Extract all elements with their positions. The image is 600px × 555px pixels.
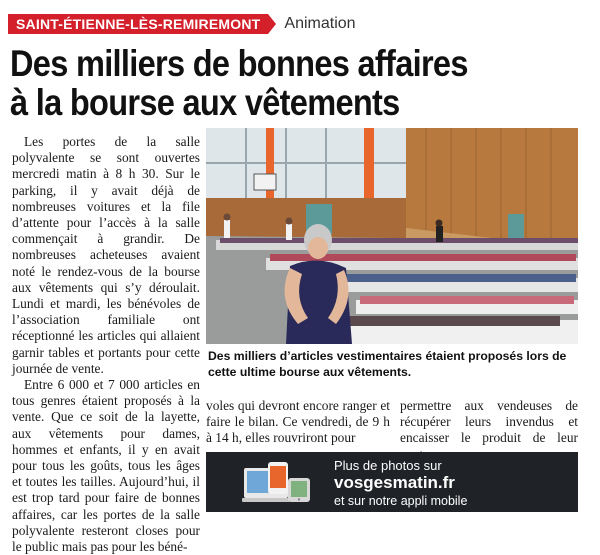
paragraph-4: permettre aux vendeuses de récupérer leurs invendus et encaisser le produit de leur <box>400 398 578 446</box>
promo-banner[interactable] <box>206 452 578 512</box>
article-photo <box>206 128 578 344</box>
kicker <box>8 14 356 34</box>
headline-line-2: à la bourse aux vêtements <box>10 82 400 123</box>
article-column-2 <box>206 398 390 447</box>
headline-line-1: Des milliers de bonnes affaires <box>10 43 468 84</box>
article-column-1 <box>12 134 200 555</box>
headline <box>10 44 520 122</box>
paragraph-3: voles qui devront encore ranger et faire le bilan. Ce vendredi, de 9 h à 14 h, elles rouvriront pour <box>206 398 390 446</box>
promo-line-1: Plus de photos sur <box>334 458 442 473</box>
promo-site-link[interactable]: vosgesmatin.fr <box>334 473 455 492</box>
kicker-location: SAINT-ÉTIENNE-LÈS-REMIREMONT <box>8 14 268 34</box>
sale-hall-illustration <box>206 128 578 344</box>
photo-caption: Des milliers d’articles vestimentaires étaient proposés lors de cette ultime bourse aux vêtements. <box>208 349 567 379</box>
promo-line-3: et sur notre appli mobile <box>334 494 468 508</box>
devices-photo-icon <box>242 460 312 504</box>
paragraph-2: Entre 6 000 et 7 000 articles en tous genres étaient proposés à la vente. Que ce soit de la layette, aux vêtements pour dames, hommes et enfants, il y en avait pour tous les goûts, tous les âges et toutes les tailles. Aujourd’hui, il est trop tard pour faire de bonnes affaires, car les portes de la salle polyvalente resteront closes pour le public mais pas pour les béné- <box>12 377 200 555</box>
paragraph-1: Les portes de la salle polyvalente se sont ouvertes mercredi matin à 8 h 30. Sur le parking, il y avait déjà de nombreuses voitures et la file d’attente pour l’accès à la salle commençait à grandir. De nombreuses acheteuses avaient noté le rendez-vous de la bourse aux vêtements qui s’y déroulait. Lundi et mardi, les bénévoles de l’association familiale ont réceptionné les articles qui allaient garnir tables et portants pour cette journée de vente. <box>12 134 200 376</box>
kicker-rubric: Animation <box>284 15 356 32</box>
